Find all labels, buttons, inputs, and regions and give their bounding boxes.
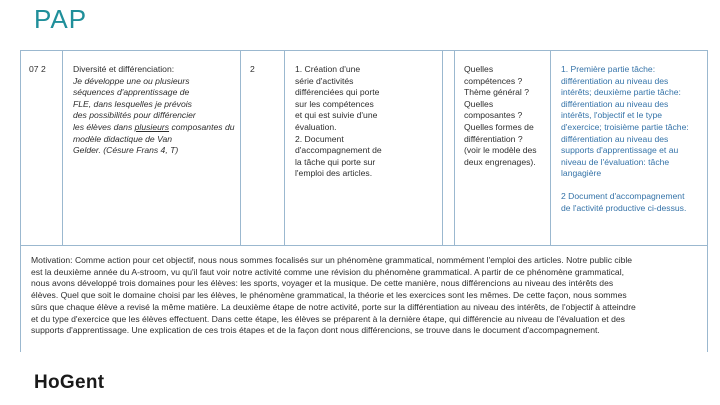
evidence-line: supports d'apprentissage et au bbox=[561, 145, 679, 156]
evidence-line: différentiation au niveau des bbox=[561, 75, 669, 86]
objective-line: des possibilités pour différencier bbox=[73, 110, 196, 121]
objective-line: Je développe une ou plusieurs bbox=[73, 75, 190, 86]
activity-line: différenciées qui porte bbox=[295, 87, 380, 98]
code-value: 07 2 bbox=[29, 64, 46, 74]
objective-line: modèle didactique de Van bbox=[73, 133, 173, 144]
activity-line: évaluation. bbox=[295, 121, 337, 132]
question-line: Thème général ? bbox=[464, 87, 529, 98]
objective-line: séquences d'apprentissage de bbox=[73, 87, 190, 98]
evidence-line: de l'activité productive ci-dessus. bbox=[561, 202, 687, 213]
table-row bbox=[21, 51, 707, 246]
evidence-gap bbox=[561, 180, 703, 191]
question-line: compétences ? bbox=[464, 75, 523, 86]
questions-cell bbox=[455, 51, 551, 245]
motivation-line: supports d'apprentissage. Une explication de ces trois étapes et de la façon dont nous différencions, se trouve dans le document d'accompagnement. bbox=[31, 325, 600, 336]
code-cell bbox=[21, 51, 63, 245]
page-title: PAP bbox=[34, 4, 88, 34]
empty-cell bbox=[443, 51, 455, 245]
motivation-line: sûrs que chaque élève a revisé la même matière. La deuxième étape de notre activité, porte sur la différentiation au niveau des intérêts, de l'objectif à atteindre bbox=[31, 301, 636, 312]
activity-line: 2. Document bbox=[295, 133, 344, 144]
motivation-line: nous avons développé trois domaines pour les élèves: les sports, voyager et la musique. De cette manière, nous différencions au niveau des intérêts des bbox=[31, 278, 614, 289]
objective-line: Gelder. (Césure Frans 4, T) bbox=[73, 145, 179, 156]
evidence-line: niveau de l'évaluation: tâche bbox=[561, 156, 670, 167]
activity-line: l'emploi des articles. bbox=[295, 168, 373, 179]
evidence-line: intérêts, l'objectif et le type bbox=[561, 110, 662, 121]
pap-table bbox=[20, 50, 708, 352]
activities-cell bbox=[285, 51, 443, 245]
evidence-cell bbox=[551, 51, 707, 245]
number-cell bbox=[241, 51, 285, 245]
question-line: différentiation ? bbox=[464, 133, 523, 144]
question-line: composantes ? bbox=[464, 110, 523, 121]
question-line: Quelles bbox=[464, 64, 494, 74]
activity-line: d'accompagnement de bbox=[295, 145, 382, 156]
evidence-line: 2 Document d'accompagnement bbox=[561, 190, 685, 201]
evidence-line: différentiation au niveau des bbox=[561, 133, 669, 144]
motivation-line: Motivation: Comme action pour cet objectif, nous nous sommes focalisés sur un phénomène grammatical, nommément l'emploi des articles. Notre public cible bbox=[31, 255, 633, 265]
objective-line: les élèves dans bbox=[73, 121, 133, 132]
evidence-line: différentiation au niveau des bbox=[561, 98, 669, 109]
question-line: deux engrenages). bbox=[464, 156, 536, 167]
evidence-line: d'exercice; troisième partie tâche: bbox=[561, 121, 689, 132]
question-line: (voir le modèle des bbox=[464, 145, 537, 156]
objective-line-mixed bbox=[73, 122, 234, 134]
question-line: Quelles bbox=[464, 98, 494, 109]
activity-line: 1. Création d'une bbox=[295, 64, 361, 74]
objective-line: FLE, dans lesquelles je prévois bbox=[73, 98, 192, 109]
motivation-line: et du type d'exercice que les élèves effectuent. Dans cette étape, les élèves se préparent à la dernière étape, qui différencie au niveau de l'évaluation et des bbox=[31, 313, 625, 324]
objective-label: Diversité et différenciation: bbox=[73, 64, 175, 74]
motivation-line: élèves. Quel que soit le domaine choisi par les élèves, le phénomène grammatical, la théorie et les exercices sont les mêmes. De cette façon, nous sommes bbox=[31, 290, 627, 301]
activity-line: sur les compétences bbox=[295, 98, 374, 109]
objective-underlined-word: plusieurs bbox=[134, 121, 170, 132]
evidence-line: langagière bbox=[561, 168, 602, 179]
activity-line: série d'activités bbox=[295, 75, 354, 86]
activity-line: et qui est suivie d'une bbox=[295, 110, 378, 121]
question-line: Quelles formes de bbox=[464, 121, 534, 132]
objective-line-rest: composantes du bbox=[171, 121, 235, 132]
hogent-logo: HoGent bbox=[34, 372, 105, 393]
objective-cell bbox=[63, 51, 241, 245]
motivation-line: est la deuxième année du A-stroom, vu qu'il faut voir notre activité comme une révision du phénomène grammatical. A partir de ce phénomène grammatical, bbox=[31, 266, 625, 277]
activity-line: la tâche qui porte sur bbox=[295, 156, 376, 167]
evidence-line: intérêts; deuxième partie tâche: bbox=[561, 87, 681, 98]
number-value: 2 bbox=[250, 64, 255, 74]
evidence-line: 1. Première partie tâche: bbox=[561, 64, 656, 74]
motivation-paragraph bbox=[31, 255, 699, 337]
